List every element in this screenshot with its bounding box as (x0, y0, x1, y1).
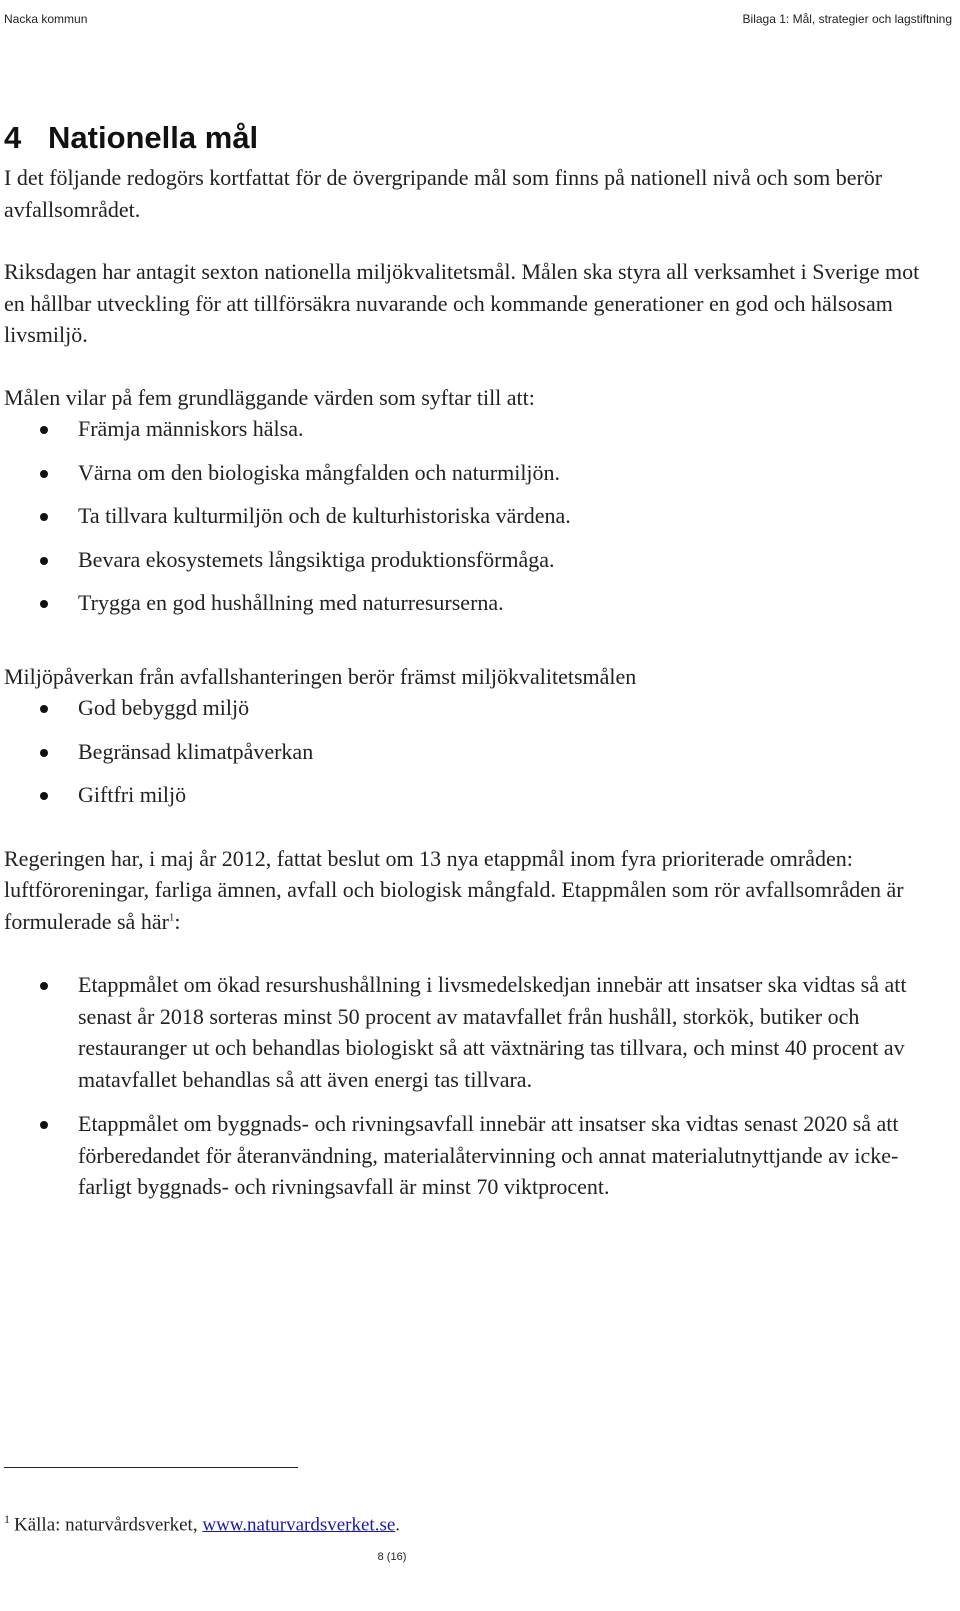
list-item: God bebyggd miljö (4, 692, 944, 724)
page-number: 8 (16) (377, 1551, 407, 1563)
header-organization: Nacka kommun (4, 12, 88, 26)
list-item: Ta tillvara kulturmiljön och de kulturhistoriska värdena. (4, 500, 944, 532)
intro-paragraph: I det följande redogörs kortfattat för de övergripande mål som finns på nationell nivå och som berör avfallsområdet. (4, 165, 883, 222)
list-item: Etappmålet om ökad resurshushållning i livsmedelskedjan innebär att insatser ska vidtas så att senast år 2018 sorteras minst 50 procent av matavfallet från hushåll, storkök, butiker och restauranger ut och behandlas biologiskt så att växtnäring tas tillvara, och minst 40 procent av matavfallet behandlas så att även energi tas tillvara. (4, 969, 944, 1095)
section-number: 4 (4, 120, 22, 155)
values-list (4, 413, 944, 619)
regeringen-paragraph (4, 843, 944, 938)
list-item: Bevara ekosystemets långsiktiga produktionsförmåga. (4, 544, 944, 576)
list-item: Trygga en god hushållning med naturresurserna. (4, 587, 944, 619)
section-title: Nationella mål (48, 120, 259, 155)
list-item: Etappmålet om byggnads- och rivningsavfall innebär att insatser ska vidtas senast 2020 så att förberedandet för återanvändning, materialåtervinning och annat materialutnyttjande av icke-farligt byggnads- och rivningsavfall är minst 70 viktprocent. (4, 1108, 944, 1203)
regeringen-text: Regeringen har, i maj år 2012, fattat beslut om 13 nya etappmål inom fyra prioriterade områden: luftföroreningar, farliga ämnen, avfall och biologisk mångfald. Etappmålen som rör avfallsområden är formulerade så här (4, 845, 904, 934)
impact-intro: Miljöpåverkan från avfallshanteringen berör främst miljökvalitetsmålen (4, 663, 637, 689)
goals-list (4, 969, 944, 1203)
list-item: Giftfri miljö (4, 779, 944, 811)
list-item: Främja människors hälsa. (4, 413, 944, 445)
footnote (4, 1512, 400, 1536)
list-item: Värna om den biologiska mångfalden och naturmiljön. (4, 457, 944, 489)
document-body (4, 118, 944, 1216)
footnote-marker: 1 (4, 1512, 10, 1526)
list-item: Begränsad klimatpåverkan (4, 736, 944, 768)
footnote-reference[interactable]: 1 (168, 911, 175, 924)
impact-list (4, 692, 944, 811)
section-heading (4, 118, 944, 158)
values-intro: Målen vilar på fem grundläggande värden som syftar till att: (4, 384, 535, 410)
footnote-end: . (395, 1514, 401, 1536)
regeringen-end: : (174, 908, 181, 934)
riksdagen-paragraph: Riksdagen har antagit sexton nationella miljökvalitetsmål. Målen ska styra all verksamhet i Sverige mot en hållbar utveckling för att tillförsäkra nuvarande och kommande generationer en god och hälsosam livsmiljö. (4, 259, 920, 347)
footnote-link[interactable]: www.naturvardsverket.se (202, 1514, 396, 1536)
header-appendix-title: Bilaga 1: Mål, strategier och lagstiftning (742, 12, 952, 26)
footnote-text: Källa: naturvårdsverket, (14, 1514, 203, 1536)
footnote-separator (4, 1467, 298, 1468)
